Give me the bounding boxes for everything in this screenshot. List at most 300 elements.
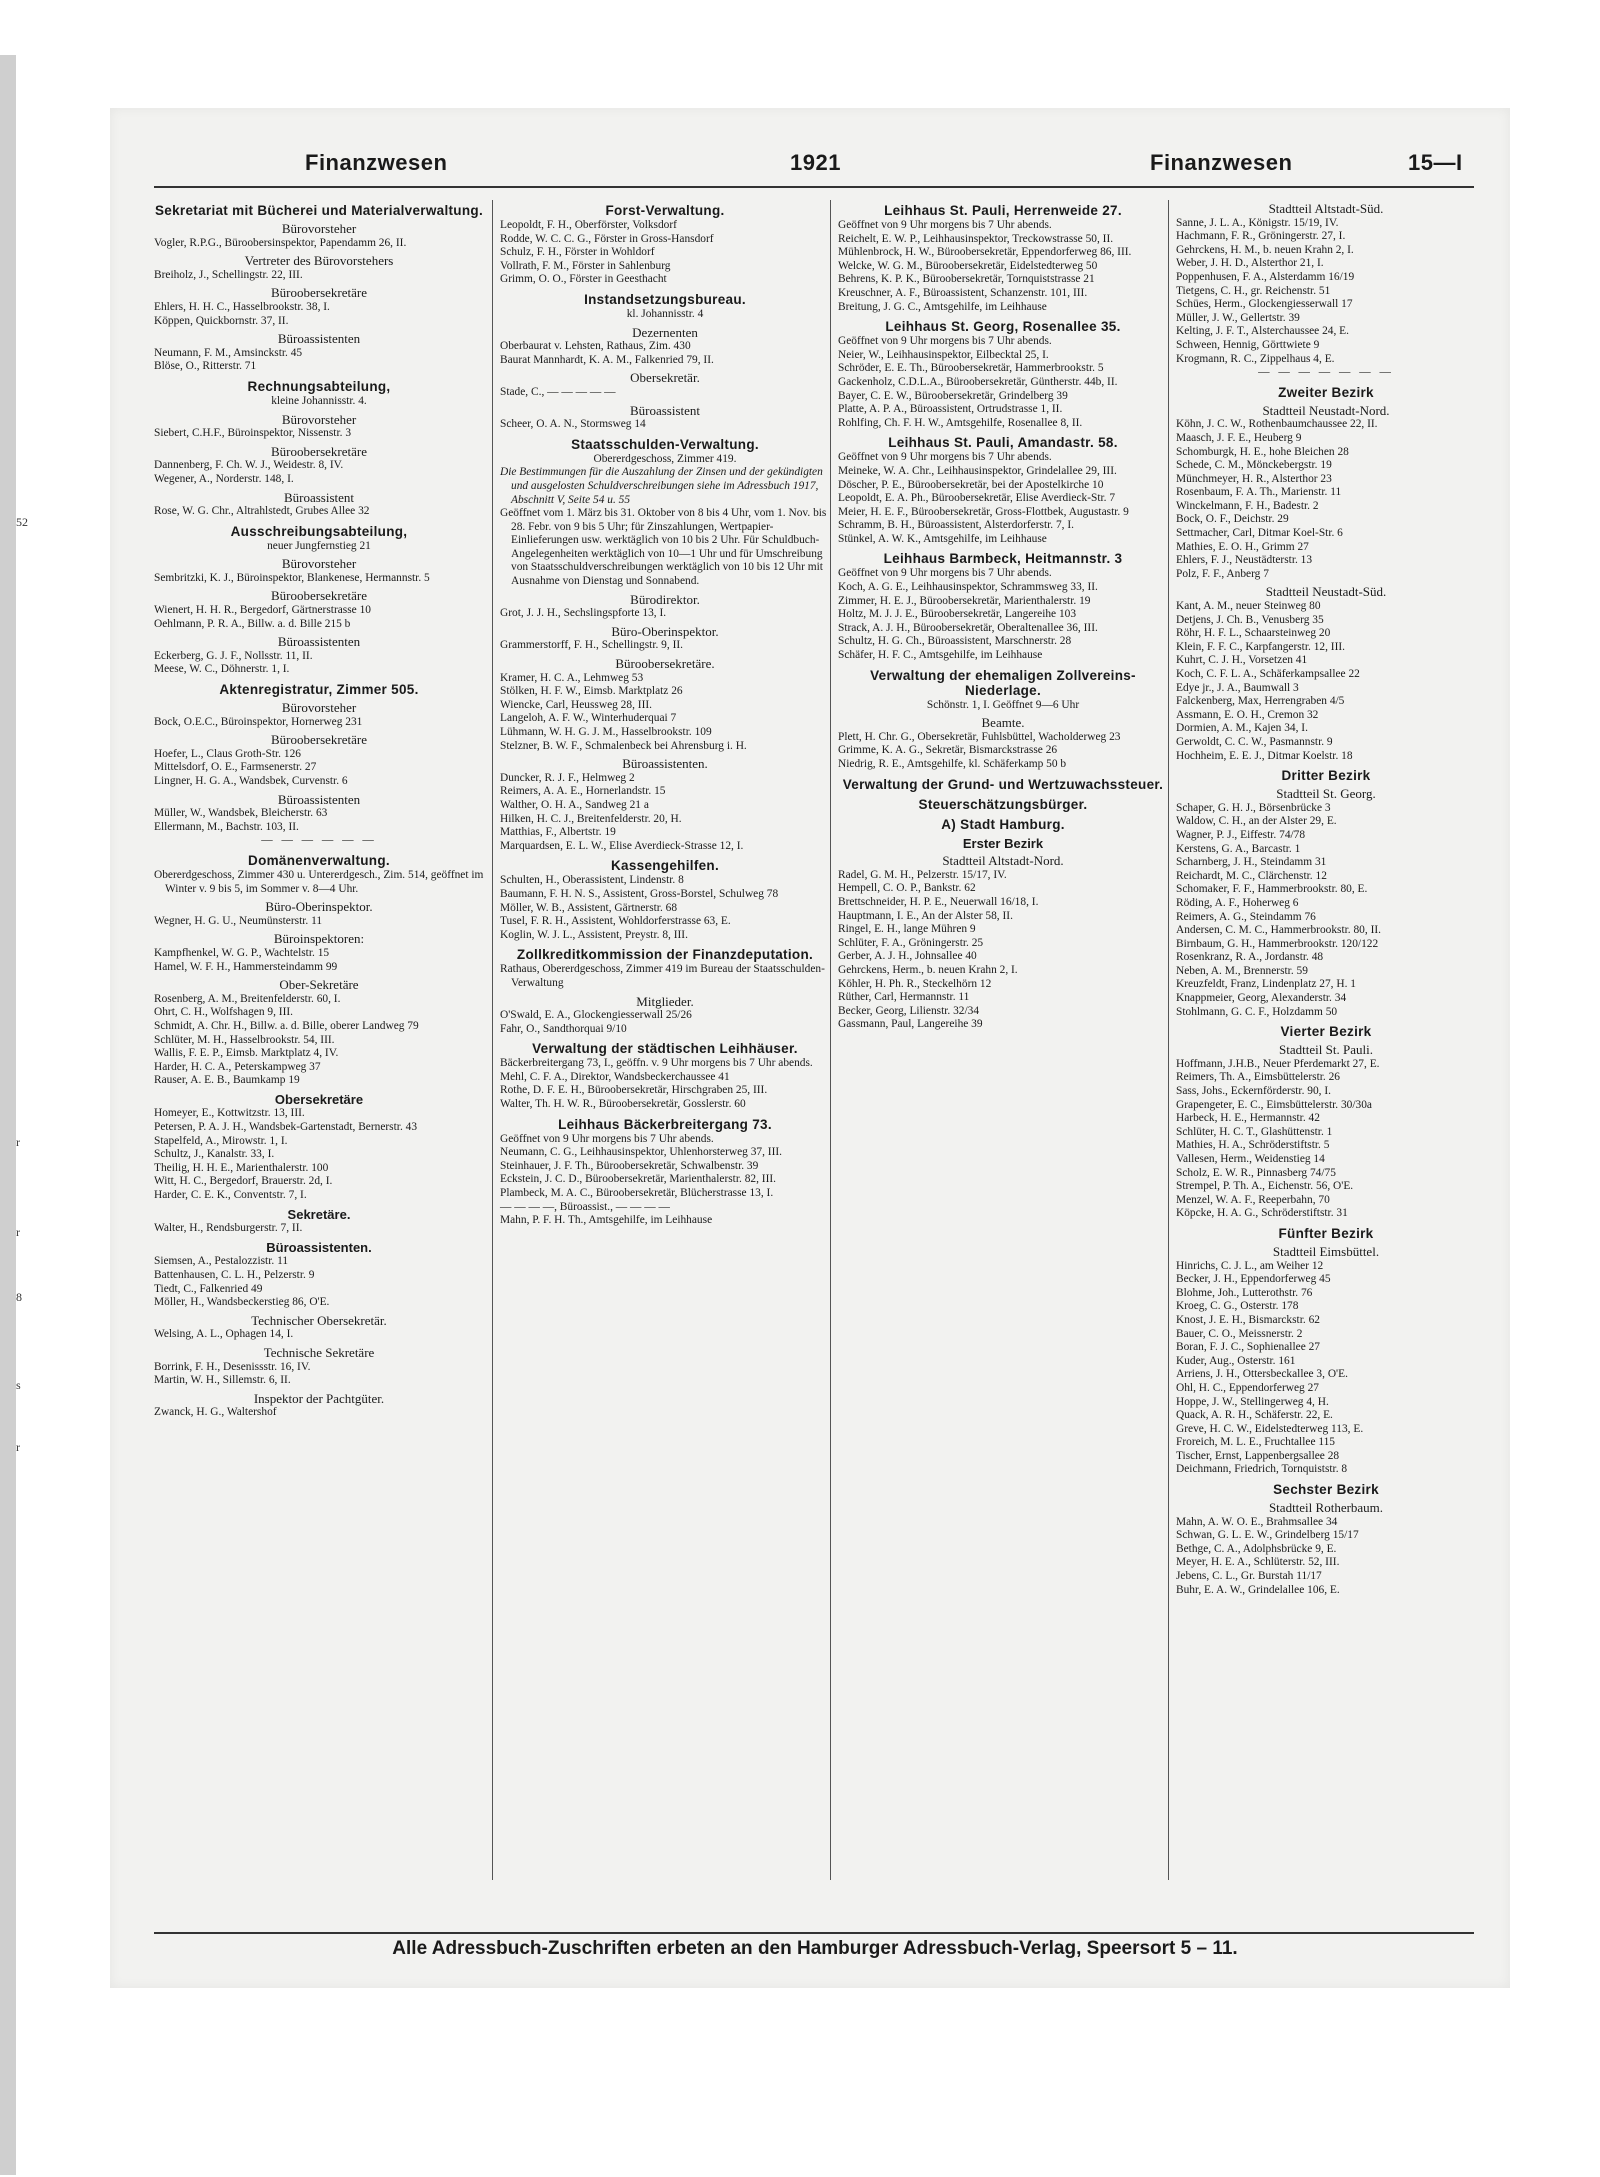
directory-entry: Schlüter, M. H., Hasselbrookstr. 54, III. bbox=[154, 1033, 335, 1046]
directory-entry: Schröder, E. E. Th., Büroobersekretär, Hammerbrookstr. 5 bbox=[838, 362, 1104, 375]
directory-entry: Winckelmann, F. H., Badestr. 2 bbox=[1176, 499, 1319, 512]
directory-entry: Obererdgeschoss, Zimmer 430 u. Untererdgesch., Zim. 514, geöffnet im Winter v. 9 bis 5, im Sommer v. 8—4 Uhr. bbox=[154, 868, 484, 895]
directory-entry: Schlüter, F. A., Gröningerstr. 25 bbox=[838, 936, 984, 949]
section-heading: Verwaltung der ehemaligen Zollvereins-Niederlage. bbox=[870, 667, 1136, 698]
dash-separator: — — — — — — — bbox=[1258, 366, 1394, 379]
directory-entry: Poppenhusen, F. A., Alsterdamm 16/19 bbox=[1176, 270, 1355, 283]
directory-entry: Siemsen, A., Pestalozzistr. 11 bbox=[154, 1255, 289, 1268]
column-separator bbox=[830, 200, 831, 1880]
directory-entry: Wienert, H. H. R., Bergedorf, Gärtnerstrasse 10 bbox=[154, 604, 371, 617]
footer-rule bbox=[154, 1932, 1474, 1934]
directory-entry: Vallesen, Herm., Weidenstieg 14 bbox=[1176, 1153, 1325, 1165]
directory-entry: Vogler, R.P.G., Büroobersinspektor, Papendamm 26, II. bbox=[154, 236, 407, 249]
subheading: Ober-Sekretäre bbox=[279, 977, 359, 993]
directory-entry: Schmidt, A. Chr. H., Billw. a. d. Bille, oberer Landweg 79 bbox=[154, 1019, 419, 1032]
margin-fragment: 52 bbox=[16, 515, 28, 529]
directory-entry: Walter, H., Rendsburgerstr. 7, II. bbox=[154, 1222, 303, 1235]
bold-subheading: Sekretäre. bbox=[287, 1206, 351, 1222]
directory-entry: Gerwoldt, C. C. W., Pasmannstr. 9 bbox=[1176, 735, 1333, 748]
margin-fragment: r bbox=[16, 1225, 20, 1239]
directory-entry: Möller, H., Wandsbeckerstieg 86, O'E. bbox=[154, 1296, 330, 1309]
directory-entry: Stade, C., — — — — — bbox=[500, 385, 616, 398]
directory-entry: Müller, W., Wandsbek, Bleicherstr. 63 bbox=[154, 807, 328, 820]
directory-entry: Strempel, P. Th. A., Eichenstr. 56, O'E. bbox=[1176, 1180, 1354, 1193]
center-note: kleine Johannisstr. 4. bbox=[271, 394, 367, 407]
directory-entry: Blöse, O., Ritterstr. 71 bbox=[154, 360, 257, 373]
directory-entry: Schaper, G. H. J., Börsenbrücke 3 bbox=[1176, 801, 1331, 814]
directory-entry: Reimers, Th. A., Eimsbüttelerstr. 26 bbox=[1176, 1071, 1340, 1084]
directory-entry: Köhn, J. C. W., Rothenbaumchaussee 22, II. bbox=[1176, 418, 1378, 431]
directory-entry: Quack, A. R. H., Schäferstr. 22, E. bbox=[1176, 1409, 1333, 1422]
center-note: kl. Johannisstr. 4 bbox=[626, 307, 704, 320]
directory-entry: Blohme, Joh., Lutterothstr. 76 bbox=[1176, 1286, 1313, 1299]
directory-entry: Becker, Georg, Lilienstr. 32/34 bbox=[838, 1004, 980, 1017]
directory-entry: Harder, H. C. A., Peterskampweg 37 bbox=[154, 1060, 321, 1073]
directory-entry: Hinrichs, C. J. L., am Weiher 12 bbox=[1176, 1259, 1324, 1272]
directory-entry: Geöffnet von 9 Uhr morgens bis 7 Uhr abends. bbox=[838, 335, 1052, 348]
directory-entry: Döscher, P. E., Büroobersekretär, bei der Apostelkirche 10 bbox=[838, 478, 1104, 491]
subheading: Büroobersekretäre bbox=[270, 732, 367, 748]
directory-entry: Tiedt, C., Falkenried 49 bbox=[154, 1282, 263, 1295]
directory-entry: Schlüter, H. C. T., Glashüttenstr. 1 bbox=[1176, 1125, 1333, 1138]
directory-entry: Tietgens, C. H., gr. Reichenstr. 51 bbox=[1176, 284, 1331, 297]
subheading: Büroassistent bbox=[629, 402, 701, 418]
directory-entry: Kelting, J. F. T., Alsterchaussee 24, E. bbox=[1176, 325, 1349, 338]
directory-entry: Langeloh, A. F. W., Winterhuderquai 7 bbox=[500, 712, 677, 725]
directory-entry: Borrink, F. H., Desenissstr. 16, IV. bbox=[154, 1360, 311, 1373]
margin-fragment: 8 bbox=[16, 1290, 22, 1304]
directory-entry: Gehrckens, H. M., b. neuen Krahn 2, I. bbox=[1176, 243, 1354, 256]
directory-entry: Witt, H. C., Bergedorf, Brauerstr. 2d, I. bbox=[154, 1175, 333, 1188]
directory-entry: Martin, W. H., Sillemstr. 6, II. bbox=[154, 1374, 291, 1387]
directory-entry: Neben, A. M., Brennerstr. 59 bbox=[1176, 964, 1308, 977]
directory-entry: Theilig, H. H. E., Marienthalerstr. 100 bbox=[154, 1161, 329, 1174]
directory-entry: Schween, Hennig, Görttwiete 9 bbox=[1176, 338, 1320, 351]
directory-entry: Münchmeyer, H. R., Alsterthor 23 bbox=[1176, 472, 1332, 485]
subheading: Technischer Obersekretär. bbox=[251, 1312, 387, 1328]
directory-entry: Harbeck, H. E., Hermannstr. 42 bbox=[1176, 1112, 1320, 1125]
section-heading: Sekretariat mit Bücherei und Materialverwaltung. bbox=[155, 203, 483, 218]
directory-entry: Welcke, W. G. M., Büroobersekretär, Eidelstedterweg 50 bbox=[838, 259, 1098, 272]
directory-entry: Oehlmann, P. R. A., Billw. a. d. Bille 215 b bbox=[154, 617, 351, 630]
directory-entry: Hoppe, J. W., Stellingerweg 4, H. bbox=[1176, 1395, 1329, 1408]
adjacent-page-margin bbox=[16, 95, 110, 2175]
directory-entry: Schwan, G. L. E. W., Grindelberg 15/17 bbox=[1176, 1529, 1359, 1542]
subheading: Bürovorsteher bbox=[281, 221, 357, 236]
directory-entry: Baurat Mannhardt, K. A. M., Falkenried 79, II. bbox=[500, 353, 714, 366]
directory-entry: Mühlenbrock, H. W., Büroobersekretär, Eppendorferweg 86, III. bbox=[838, 246, 1132, 259]
directory-entry: Köppen, Quickbornstr. 37, II. bbox=[154, 314, 289, 327]
directory-entry: Vollrath, F. M., Förster in Sahlenburg bbox=[500, 259, 671, 272]
directory-entry: Schultz, J., Kanalstr. 33, I. bbox=[154, 1148, 275, 1161]
directory-entry: Mahn, A. W. O. E., Brahmsallee 34 bbox=[1176, 1515, 1338, 1528]
directory-entry: Grimme, K. A. G., Sekretär, Bismarckstrasse 26 bbox=[838, 744, 1058, 757]
directory-entry: Leopoldt, F. H., Oberförster, Volksdorf bbox=[500, 219, 677, 231]
section-heading: Domänenverwaltung. bbox=[248, 852, 390, 868]
subheading: Bürodirektor. bbox=[630, 591, 700, 607]
directory-entry: Schulz, F. H., Förster in Wohldorf bbox=[500, 246, 655, 259]
directory-entry: Reimers, A. A. E., Hornerlandstr. 15 bbox=[500, 785, 666, 798]
directory-entry: Platte, A. P. A., Büroassistent, Ortrudstrasse 1, II. bbox=[838, 403, 1063, 416]
directory-entry: Geöffnet von 9 Uhr morgens bis 7 Uhr abends. bbox=[838, 219, 1052, 231]
directory-entry: Weber, J. H. D., Alsterthor 21, I. bbox=[1176, 257, 1324, 270]
directory-entry: Becker, J. H., Eppendorferweg 45 bbox=[1176, 1273, 1331, 1286]
column-1 bbox=[154, 198, 484, 1420]
directory-entry: Breitung, J. G. C., Amtsgehilfe, im Leihhause bbox=[838, 300, 1047, 313]
directory-entry: Rohlfing, Ch. F. H. W., Amtsgehilfe, Rosenallee 8, II. bbox=[838, 416, 1083, 429]
directory-entry: Walther, O. H. A., Sandweg 21 a bbox=[500, 798, 649, 811]
directory-entry: Koch, C. F. L. A., Schäferkampsallee 22 bbox=[1176, 668, 1360, 680]
directory-entry: Andersen, C. M. C., Hammerbrookstr. 80, II. bbox=[1176, 924, 1382, 937]
directory-entry: Koch, A. G. E., Leihhausinspektor, Schrammsweg 33, II. bbox=[838, 581, 1098, 594]
directory-entry: Ehlers, F. J., Neustädterstr. 13 bbox=[1176, 554, 1313, 567]
directory-entry: Leopoldt, E. A. Ph., Büroobersekretär, Elise Averdieck-Str. 7 bbox=[838, 492, 1116, 505]
directory-entry: Wallis, F. E. P., Eimsb. Marktplatz 4, IV. bbox=[154, 1047, 339, 1060]
directory-entry: Deichmann, Friedrich, Tornquiststr. 8 bbox=[1176, 1463, 1348, 1476]
directory-entry: Radel, G. M. H., Pelzerstr. 15/17, IV. bbox=[838, 868, 1007, 881]
section-heading: A) Stadt Hamburg. bbox=[941, 816, 1065, 832]
directory-entry: Holtz, M. J. J. E., Büroobersekretär, Langereihe 103 bbox=[838, 608, 1077, 621]
section-heading: Leihhaus St. Pauli, Herrenweide 27. bbox=[884, 203, 1122, 218]
directory-entry: Klein, F. F. C., Karpfangerstr. 12, III. bbox=[1176, 640, 1346, 653]
directory-entry: Matthias, F., Albertstr. 19 bbox=[500, 826, 616, 839]
directory-entry: Rosenkranz, R. A., Jordanstr. 48 bbox=[1176, 951, 1324, 964]
column-4 bbox=[1176, 198, 1476, 1597]
directory-entry: Sembritzki, K. J., Büroinspektor, Blankenese, Hermannstr. 5 bbox=[154, 571, 430, 584]
directory-entry: Plett, H. Chr. G., Obersekretär, Fuhlsbüttel, Wacholderweg 23 bbox=[838, 730, 1121, 743]
directory-entry: Arriens, J. H., Ottersbeckallee 3, O'E. bbox=[1176, 1368, 1348, 1381]
directory-entry: Köhler, H. Ph. R., Steckelhörn 12 bbox=[838, 977, 992, 990]
directory-entry: Assmann, E. O. H., Cremon 32 bbox=[1176, 708, 1319, 721]
directory-entry: Rothe, D. F. E. H., Büroobersekretär, Hirschgraben 25, III. bbox=[500, 1084, 768, 1097]
section-heading: Verwaltung der Grund- und Wertzuwachssteuer. bbox=[842, 776, 1164, 792]
directory-entry: Geöffnet von 9 Uhr morgens bis 7 Uhr abends. bbox=[500, 1132, 714, 1145]
directory-entry: Steinhauer, J. F. Th., Büroobersekretär, Schwalbenstr. 39 bbox=[500, 1159, 759, 1172]
directory-entry: Ehlers, H. H. C., Hasselbrookstr. 38, I. bbox=[154, 300, 330, 313]
subheading: Stadtteil Neustadt-Nord. bbox=[1262, 402, 1390, 418]
header-rule bbox=[154, 186, 1474, 188]
section-heading: Rechnungsabteilung, bbox=[247, 378, 391, 394]
subheading: Stadtteil St. Georg. bbox=[1276, 786, 1376, 802]
directory-entry: Duncker, R. J. F., Helmweg 2 bbox=[500, 771, 635, 784]
bold-subheading: Erster Bezirk bbox=[962, 835, 1044, 851]
section-heading: Zollkreditkommission der Finanzdeputation. bbox=[516, 947, 814, 963]
directory-entry: Kampfhenkel, W. G. P., Wachtelstr. 15 bbox=[154, 946, 330, 959]
directory-entry: Brettschneider, H. P. E., Neuerwall 16/18, I. bbox=[838, 895, 1039, 908]
directory-entry: Wegner, H. G. U., Neumünsterstr. 11 bbox=[154, 914, 323, 927]
subheading: Stadtteil Neustadt-Süd. bbox=[1265, 584, 1387, 600]
publisher-footer: Alle Adressbuch-Zuschriften erbeten an den Hamburger Adressbuch-Verlag, Speersort 5 – 11. bbox=[392, 1938, 1238, 1959]
directory-entry: Kreuzfeldt, Franz, Lindenplatz 27, H. 1 bbox=[1176, 978, 1356, 991]
directory-entry: Kant, A. M., neuer Steinweg 80 bbox=[1176, 600, 1321, 613]
directory-entry: Röhr, H. F. L., Schaarsteinweg 20 bbox=[1176, 627, 1331, 640]
margin-fragment: r bbox=[16, 1440, 20, 1454]
directory-entry: Strack, A. J. H., Büroobersekretär, Oberaltenallee 36, III. bbox=[838, 621, 1098, 634]
subheading: Inspektor der Pachtgüter. bbox=[253, 1390, 385, 1406]
center-note: Obererdgeschoss, Zimmer 419. bbox=[593, 452, 737, 465]
directory-entry: Grammerstorff, F. H., Schellingstr. 9, II. bbox=[500, 639, 683, 652]
directory-entry: Mahn, P. F. H. Th., Amtsgehilfe, im Leihhause bbox=[500, 1214, 713, 1227]
directory-entry: Neumann, C. G., Leihhausinspektor, Uhlenhorsterweg 37, III. bbox=[500, 1146, 783, 1159]
directory-entry: Scharnberg, J. H., Steindamm 31 bbox=[1176, 856, 1327, 869]
header-year: 1921 bbox=[790, 150, 841, 175]
directory-entry: Knappmeier, Georg, Alexanderstr. 34 bbox=[1176, 992, 1347, 1005]
directory-entry: Oberbaurat v. Lehsten, Rathaus, Zim. 430 bbox=[500, 340, 691, 353]
directory-entry: Polz, F. F., Anberg 7 bbox=[1176, 567, 1269, 580]
subheading: Büro-Oberinspektor. bbox=[265, 899, 373, 915]
directory-entry: Rauser, A. E. B., Baumkamp 19 bbox=[154, 1074, 300, 1087]
directory-entry: Eckerberg, G. J. F., Nollsstr. 11, II. bbox=[154, 649, 313, 662]
directory-entry: Mathies, E. O. H., Grimm 27 bbox=[1176, 540, 1309, 553]
directory-entry: Menzel, W. A. F., Reeperbahn, 70 bbox=[1176, 1193, 1330, 1206]
section-heading: Forst-Verwaltung. bbox=[605, 203, 725, 218]
directory-entry: Schäfer, H. F. C., Amtsgehilfe, im Leihhause bbox=[838, 649, 1043, 662]
header-right-title: Finanzwesen bbox=[1150, 150, 1293, 175]
section-heading: Staatsschulden-Verwaltung. bbox=[571, 436, 759, 452]
directory-entry: Reichelt, E. W. P., Leihhausinspektor, Treckowstrasse 50, II. bbox=[838, 232, 1114, 245]
section-heading: Ausschreibungsabteilung, bbox=[230, 523, 408, 539]
directory-entry: Sanne, J. L. A., Königstr. 15/19, IV. bbox=[1176, 216, 1339, 229]
directory-entry: Kreuschner, A. F., Büroassistent, Schanzenstr. 101, III. bbox=[838, 286, 1088, 299]
directory-entry: Kuhrt, C. J. H., Vorsetzen 41 bbox=[1176, 654, 1308, 667]
directory-entry: Geöffnet vom 1. März bis 31. Oktober von 8 bis 4 Uhr, vom 1. Nov. bis 28. Febr. von 9 bis 5 Uhr; für Zinszahlungen, Wertpapier-Einlieferungen usw. werktäglich von 10 bis 2 Uhr. Für Schuldbuch-Angelegenheiten werktäglich von 10—1 Uhr und für Umschreibung von Staatsschuldverschreibungen werktäglich von 10 bis 12 Uhr mit Ausnahme von Dienstag und Sonnabend. bbox=[500, 507, 827, 588]
directory-entry: — — — —, Büroassist., — — — — bbox=[500, 1200, 670, 1213]
subheading: Dezernenten bbox=[632, 324, 698, 340]
directory-entry: Ohl, H. C., Eppendorferweg 27 bbox=[1176, 1381, 1319, 1394]
section-heading: Zweiter Bezirk bbox=[1278, 384, 1374, 400]
column-3 bbox=[838, 198, 1168, 1032]
directory-entry: Stünkel, A. W. K., Amtsgehilfe, im Leihhause bbox=[838, 532, 1047, 545]
directory-entry: Stölken, H. F. W., Eimsb. Marktplatz 26 bbox=[500, 685, 683, 698]
directory-entry: Dannenberg, F. Ch. W. J., Weidestr. 8, IV. bbox=[154, 459, 344, 472]
subheading: Bürovorsteher bbox=[281, 700, 357, 716]
directory-entry: Siebert, C.H.F., Büroinspektor, Nissenstr. 3 bbox=[154, 427, 352, 440]
directory-entry: Meier, H. E. F., Büroobersekretär, Gross-Flottbek, Augustastr. 9 bbox=[838, 505, 1129, 518]
directory-entry: Maasch, J. F. E., Heuberg 9 bbox=[1176, 431, 1302, 444]
subheading: Büroobersekretäre bbox=[270, 443, 367, 459]
directory-entry: Ringel, E. H., lange Mühren 9 bbox=[838, 923, 976, 936]
directory-entry: Welsing, A. L., Ophagen 14, I. bbox=[154, 1328, 294, 1341]
directory-entry: Plambeck, M. A. C., Büroobersekretär, Blücherstrasse 13, I. bbox=[500, 1187, 774, 1200]
directory-entry: Greve, H. C. W., Eidelstedterweg 113, E. bbox=[1176, 1422, 1364, 1435]
directory-entry: Kerstens, G. A., Barcastr. 1 bbox=[1176, 842, 1301, 855]
directory-entry: Hachmann, F. R., Gröningerstr. 27, I. bbox=[1176, 230, 1346, 243]
section-heading: Leihhaus St. Georg, Rosenallee 35. bbox=[885, 319, 1121, 335]
page-number: 15—I bbox=[1408, 150, 1463, 175]
directory-entry: Mehl, C. F. A., Direktor, Wandsbeckerchaussee 41 bbox=[500, 1070, 730, 1083]
directory-entry: Wegener, A., Norderstr. 148, I. bbox=[154, 472, 294, 485]
directory-entry: Hempell, C. O. P., Bankstr. 62 bbox=[838, 882, 976, 895]
subheading: Stadtteil Altstadt-Nord. bbox=[942, 853, 1064, 869]
address-book-page bbox=[110, 108, 1510, 1988]
section-heading: Steuerschätzungsbürger. bbox=[918, 796, 1088, 812]
directory-entry: Waldow, C. H., an der Alster 29, E. bbox=[1176, 815, 1337, 828]
directory-entry: Grimm, O. O., Förster in Geesthacht bbox=[500, 273, 667, 286]
directory-entry: Schomburgk, H. E., hohe Bleichen 28 bbox=[1176, 445, 1349, 458]
subheading: Büroassistent bbox=[283, 489, 355, 505]
subheading: Büroassistenten bbox=[277, 331, 361, 347]
directory-entry: Koglin, W. J. L., Assistent, Preystr. 8, III. bbox=[500, 928, 688, 941]
subheading: Büroobersekretäre bbox=[270, 588, 367, 604]
directory-entry: Marquardsen, E. L. W., Elise Averdieck-Strasse 12, I. bbox=[500, 839, 744, 852]
bold-subheading: Büroassistenten. bbox=[266, 1239, 372, 1255]
directory-entry: Harder, C. E. K., Conventstr. 7, I. bbox=[154, 1189, 307, 1202]
subheading: Obersekretär. bbox=[630, 370, 700, 386]
directory-entry: Knost, J. E. H., Bismarckstr. 62 bbox=[1176, 1313, 1320, 1326]
directory-entry: Grapengeter, E. C., Eimsbüttelerstr. 30/30a bbox=[1176, 1098, 1372, 1111]
subheading: Stadtteil Eimsbüttel. bbox=[1272, 1243, 1380, 1259]
directory-entry: Meineke, W. A. Chr., Leihhausinspektor, Grindelallee 29, III. bbox=[838, 464, 1117, 477]
directory-entry: Schomaker, F. F., Hammerbrookstr. 80, E. bbox=[1176, 883, 1368, 896]
directory-entry: Mathies, H. A., Schröderstiftstr. 5 bbox=[1176, 1139, 1330, 1152]
subheading: Bürovorsteher bbox=[281, 411, 357, 427]
subheading: Büroobersekretäre bbox=[270, 285, 367, 301]
directory-entry: Möller, W. B., Assistent, Gärtnerstr. 68 bbox=[500, 901, 678, 914]
directory-entry: Bethge, C. A., Adolphsbrücke 9, E. bbox=[1176, 1542, 1337, 1555]
section-heading: Verwaltung der städtischen Leihhäuser. bbox=[532, 1041, 798, 1057]
dash-separator: — — — — — — bbox=[261, 834, 377, 847]
directory-entry: Kroeg, C. G., Osterstr. 178 bbox=[1176, 1300, 1299, 1313]
directory-entry: Bock, O. F., Deichstr. 29 bbox=[1176, 513, 1289, 526]
page-header bbox=[150, 150, 1480, 184]
directory-entry: Zwanck, H. G., Waltershof bbox=[154, 1406, 277, 1419]
directory-entry: Detjens, J. Ch. B., Venusberg 35 bbox=[1176, 613, 1324, 626]
margin-fragment: s bbox=[16, 1378, 21, 1392]
directory-entry: Lühmann, W. H. G. J. M., Hasselbrookstr. 109 bbox=[500, 726, 712, 738]
directory-entry: Neumann, F. M., Amsinckstr. 45 bbox=[154, 346, 303, 359]
subheading: Büroassistenten bbox=[277, 634, 361, 650]
section-heading: Dritter Bezirk bbox=[1281, 768, 1371, 784]
center-note: neuer Jungfernstieg 21 bbox=[267, 539, 371, 552]
section-heading: Leihhaus Bäckerbreitergang 73. bbox=[558, 1116, 772, 1132]
directory-entry: Geöffnet von 9 Uhr morgens bis 7 Uhr abends. bbox=[838, 451, 1052, 464]
directory-entry: Schulten, H., Oberassistent, Lindenstr. 8 bbox=[500, 874, 684, 887]
section-heading: Leihhaus Barmbeck, Heitmannstr. 3 bbox=[883, 551, 1123, 567]
header-left-title: Finanzwesen bbox=[305, 150, 448, 175]
directory-entry: Falckenberg, Max, Herrengraben 4/5 bbox=[1176, 695, 1345, 708]
directory-entry: Hoefer, L., Claus Groth-Str. 126 bbox=[154, 747, 301, 760]
subheading: Büroinspektoren: bbox=[273, 931, 365, 947]
directory-entry: Walter, Th. H. W. R., Büroobersekretär, Gosslerstr. 60 bbox=[500, 1098, 746, 1111]
subheading: Stadtteil Rotherbaum. bbox=[1268, 1500, 1384, 1516]
directory-entry: Hoffmann, J.H.B., Neuer Pferdemarkt 27, E. bbox=[1176, 1057, 1380, 1070]
directory-entry: Jebens, C. L., Gr. Burstah 11/17 bbox=[1176, 1570, 1322, 1583]
directory-entry: Rosenbaum, F. A. Th., Marienstr. 11 bbox=[1176, 486, 1342, 499]
column-separator bbox=[1168, 200, 1169, 1880]
directory-entry: Hamel, W. F. H., Hammersteindamm 99 bbox=[154, 960, 338, 973]
section-heading: Kassengehilfen. bbox=[610, 858, 720, 874]
directory-entry: Kramer, H. C. A., Lehmweg 53 bbox=[500, 671, 644, 684]
directory-entry: Grot, J. J. H., Sechslingspforte 13, I. bbox=[500, 607, 667, 620]
subheading: Technische Sekretäre bbox=[263, 1344, 375, 1360]
subheading: Bürovorsteher bbox=[281, 556, 357, 572]
directory-entry: Kuder, Aug., Osterstr. 161 bbox=[1176, 1354, 1296, 1367]
section-heading: Sechster Bezirk bbox=[1273, 1482, 1379, 1498]
directory-entry: Neier, W., Leihhausinspektor, Eilbecktal 25, I. bbox=[838, 348, 1049, 361]
subheading: Mitglieder. bbox=[636, 993, 694, 1009]
directory-entry: Zimmer, H. E. J., Büroobersekretär, Marienthalerstr. 19 bbox=[838, 594, 1091, 607]
directory-entry: Hochheim, E. E. J., Ditmar Koelstr. 18 bbox=[1176, 749, 1353, 762]
column-2 bbox=[500, 198, 830, 1228]
directory-entry: Wagner, P. J., Eiffestr. 74/78 bbox=[1176, 828, 1306, 841]
directory-entry: O'Swald, E. A., Glockengiesserwall 25/26 bbox=[500, 1009, 692, 1022]
directory-entry: Scholz, E. W. R., Pinnasberg 74/75 bbox=[1176, 1166, 1336, 1179]
subheading: Büro-Oberinspektor. bbox=[611, 623, 719, 639]
directory-entry: Tusel, F. R. H., Assistent, Wohldorferstrasse 63, E. bbox=[500, 915, 731, 928]
section-heading: Instandsetzungsbureau. bbox=[584, 291, 746, 307]
subheading: Büroassistenten bbox=[277, 791, 361, 807]
directory-entry: Bayer, C. E. W., Büroobersekretär, Grindelberg 39 bbox=[838, 389, 1068, 402]
section-heading: Leihhaus St. Pauli, Amandastr. 58. bbox=[888, 435, 1118, 451]
directory-entry: Behrens, K. P. K., Büroobersekretär, Tornquiststrasse 21 bbox=[838, 273, 1095, 286]
section-heading: Aktenregistratur, Zimmer 505. bbox=[219, 682, 419, 698]
directory-entry: Schultz, H. G. Ch., Büroassistent, Marschnerstr. 28 bbox=[838, 635, 1072, 648]
directory-entry: Röding, A. F., Hoherweg 6 bbox=[1176, 896, 1299, 909]
directory-entry: Bauer, C. O., Meissnerstr. 2 bbox=[1176, 1327, 1303, 1340]
directory-entry: Battenhausen, C. L. H., Pelzerstr. 9 bbox=[154, 1269, 315, 1281]
directory-entry: Bäckerbreitergang 73, I., geöffn. v. 9 Uhr morgens bis 7 Uhr abends. bbox=[500, 1057, 813, 1070]
directory-entry: Froreich, M. L. E., Fruchtallee 115 bbox=[1176, 1436, 1336, 1449]
directory-entry: Wiencke, Carl, Heussweg 28, III. bbox=[500, 698, 652, 711]
directory-entry: Hilken, H. C. J., Breitenfelderstr. 20, H. bbox=[500, 812, 682, 825]
directory-entry: Niedrig, R. E., Amtsgehilfe, kl. Schäferkamp 50 b bbox=[838, 758, 1067, 770]
directory-entry: Breiholz, J., Schellingstr. 22, III. bbox=[154, 268, 303, 281]
directory-entry: Fahr, O., Sandthorquai 9/10 bbox=[500, 1022, 627, 1035]
directory-entry: Ellermann, M., Bachstr. 103, II. bbox=[154, 820, 299, 833]
directory-entry: Rodde, W. C. C. G., Förster in Gross-Hansdorf bbox=[500, 232, 714, 245]
directory-entry: Schramm, B. H., Büroassistent, Alsterdorferstr. 7, I. bbox=[838, 519, 1075, 532]
directory-entry: Krogmann, R. C., Zippelhaus 4, E. bbox=[1176, 352, 1335, 365]
directory-entry: Köpcke, H. A. G., Schröderstiftstr. 31 bbox=[1176, 1207, 1348, 1220]
subheading: Beamte. bbox=[981, 715, 1025, 731]
directory-entry: Gassmann, Paul, Langereihe 39 bbox=[838, 1018, 983, 1031]
directory-entry: Gackenholz, C.D.L.A., Büroobersekretär, Güntherstr. 44b, II. bbox=[838, 375, 1118, 388]
directory-entry: Edye jr., J. A., Baumwall 3 bbox=[1176, 681, 1299, 694]
directory-entry: Scheer, O. A. N., Stormsweg 14 bbox=[500, 418, 646, 431]
directory-entry: Boran, F. J. C., Sophienallee 27 bbox=[1176, 1341, 1320, 1354]
column-separator bbox=[492, 200, 493, 1880]
center-note: Schönstr. 1, I. Geöffnet 9—6 Uhr bbox=[926, 698, 1080, 711]
margin-fragment: r bbox=[16, 1135, 20, 1149]
directory-entry: Tischer, Ernst, Lappenbergsallee 28 bbox=[1176, 1449, 1340, 1462]
directory-entry: Müller, J. W., Gellertstr. 39 bbox=[1176, 311, 1300, 324]
directory-entry: Ohrt, C. H., Wolfshagen 9, III. bbox=[154, 1006, 294, 1019]
directory-entry: Meyer, H. E. A., Schlüterstr. 52, III. bbox=[1176, 1556, 1340, 1569]
subheading: Stadtteil Altstadt-Süd. bbox=[1268, 201, 1384, 216]
italic-note: Die Bestimmungen für die Auszahlung der Zinsen und der gekündigten und ausgelosten Schuldverschreibungen siehe im Adressbuch 1917, Abschnitt V, Seite 54 u. 55 bbox=[500, 466, 823, 506]
directory-entry: Schede, C. M., Mönckebergstr. 19 bbox=[1176, 459, 1332, 472]
directory-entry: Bock, O.E.C., Büroinspektor, Hornerweg 231 bbox=[154, 715, 363, 728]
directory-entry: Reichardt, M. C., Clärchenstr. 12 bbox=[1176, 869, 1327, 882]
directory-entry: Mittelsdorf, O. E., Farmsenerstr. 27 bbox=[154, 761, 317, 774]
directory-entry: Eckstein, J. C. D., Büroobersekretär, Marienthalerstr. 82, III. bbox=[500, 1173, 777, 1186]
directory-entry: Homeyer, E., Kottwitzstr. 13, III. bbox=[154, 1107, 305, 1120]
directory-entry: Reimers, A. G., Steindamm 76 bbox=[1176, 910, 1316, 923]
directory-entry: Gerber, A. J. H., Johnsallee 40 bbox=[838, 950, 977, 963]
directory-entry: Dormien, A. M., Kajen 34, I. bbox=[1176, 722, 1308, 735]
section-heading: Vierter Bezirk bbox=[1280, 1024, 1372, 1040]
directory-entry: Sass, Johs., Eckernförderstr. 90, I. bbox=[1176, 1085, 1332, 1098]
directory-entry: Buhr, E. A. W., Grindelallee 106, E. bbox=[1176, 1583, 1340, 1596]
directory-entry: Schües, Herm., Glockengiesserwall 17 bbox=[1176, 298, 1353, 311]
section-heading: Fünfter Bezirk bbox=[1278, 1225, 1374, 1241]
subheading: Stadtteil St. Pauli. bbox=[1279, 1042, 1373, 1058]
subheading: Büroassistenten. bbox=[622, 756, 708, 772]
bold-subheading: Obersekretäre bbox=[274, 1091, 364, 1107]
directory-entry: Settmacher, Carl, Ditmar Koel-Str. 6 bbox=[1176, 527, 1343, 540]
subheading: Büroobersekretäre. bbox=[615, 656, 715, 672]
directory-entry: Rosenberg, A. M., Breitenfelderstr. 60, I. bbox=[154, 992, 341, 1005]
